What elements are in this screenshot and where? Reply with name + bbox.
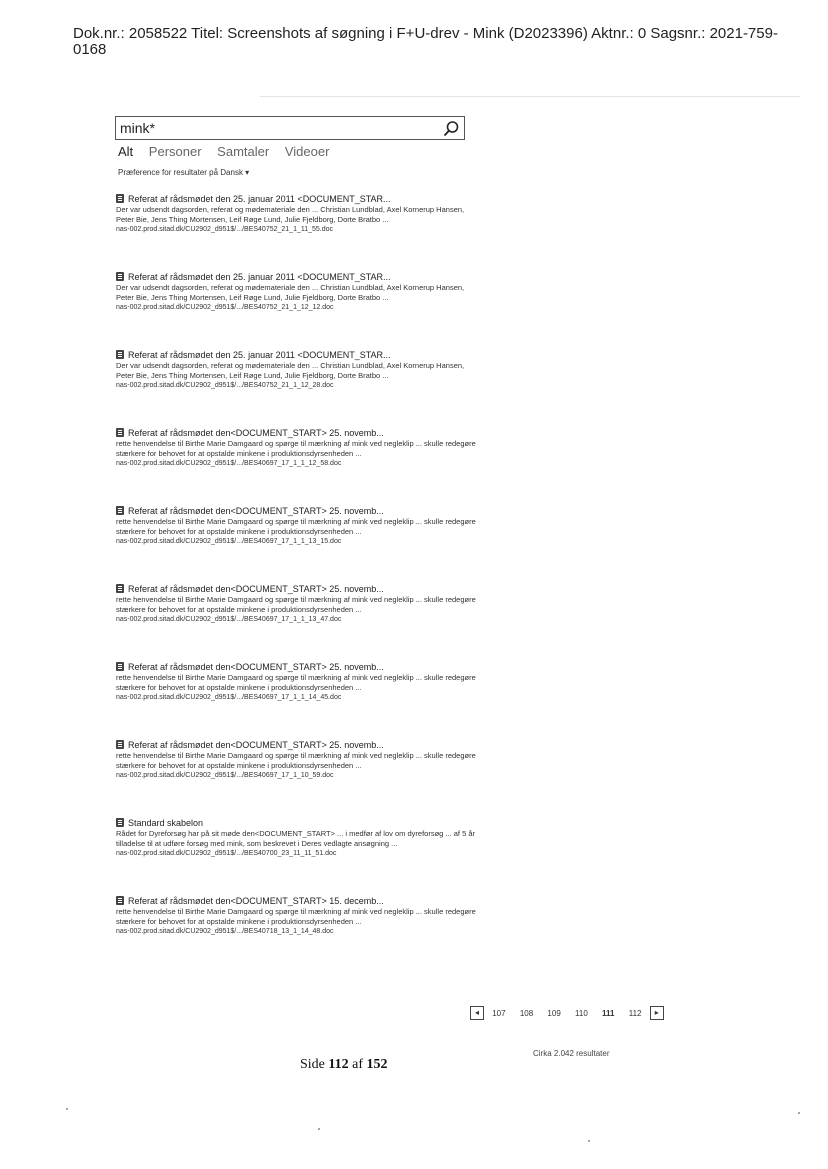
result-count: Cirka 2.042 resultater <box>533 1049 610 1058</box>
next-page-button[interactable]: ▸ <box>650 1006 664 1020</box>
document-icon <box>116 584 124 593</box>
list-item <box>116 895 476 973</box>
list-item <box>116 427 476 505</box>
result-url: nas-002.prod.sitad.dk/CU2902_d951$/.../BES40697_17_1_1_14_45.doc <box>116 694 342 701</box>
page-link-112[interactable]: 112 <box>628 1008 642 1018</box>
document-icon <box>116 662 124 671</box>
tab-videos[interactable]: Videoer <box>284 144 330 159</box>
document-icon <box>116 428 124 437</box>
result-title-link[interactable]: Referat af rådsmødet den 25. januar 2011 <DOCUMENT_STAR... <box>116 271 476 283</box>
result-snippet: Der var udsendt dagsorden, referat og mødemateriale den ... Christian Lundblad, Axel Kornerup Hansen, Peter Bie, Jens Thing Mortensen, Leif Røge Lund, Julie Fjeldborg, Dorte Bratbo ... <box>116 283 465 302</box>
document-icon <box>116 818 124 827</box>
result-title-link[interactable]: Referat af rådsmødet den<DOCUMENT_START> 25. novemb... <box>116 505 476 517</box>
result-snippet: rette henvendelse til Birthe Marie Damgaard og spørge til mærkning af mink ved negleklip ... skulle redegøre stærkere for behovet for at opstalde minkene i produktionsdyrsenheden ... <box>116 517 476 536</box>
tab-conversations[interactable]: Samtaler <box>217 144 270 159</box>
scan-speck <box>318 1128 320 1130</box>
result-snippet: rette henvendelse til Birthe Marie Damgaard og spørge til mærkning af mink ved negleklip ... skulle redegøre stærkere for behovet for at opstalde minkene i produktionsdyrsenheden ... <box>116 439 476 458</box>
page-link-108[interactable]: 108 <box>519 1008 534 1018</box>
result-url: nas-002.prod.sitad.dk/CU2902_d951$/.../BES40752_21_1_11_55.doc <box>116 226 334 233</box>
result-url: nas-002.prod.sitad.dk/CU2902_d951$/.../BES40752_21_1_12_12.doc <box>116 304 334 311</box>
results-list <box>116 193 476 973</box>
document-icon <box>116 272 124 281</box>
result-title-link[interactable]: Standard skabelon <box>116 817 476 829</box>
result-snippet: rette henvendelse til Birthe Marie Damgaard og spørge til mærkning af mink ved negleklip ... skulle redegøre stærkere for behovet for at opstalde minkene i produktionsdyrsenheden ... <box>116 751 476 770</box>
result-snippet: Rådet for Dyreforsøg har på sit møde den<DOCUMENT_START> ... i medfør af lov om dyreforsøg ... af 5 år tilladelse til at udføre forsøg med mink, som beskrevet i Deres vedlagte ansøgning ... <box>116 829 476 848</box>
pagination <box>470 1006 664 1026</box>
scan-speck <box>588 1140 590 1142</box>
list-item <box>116 583 476 661</box>
footer-total-pages: 152 <box>366 1057 388 1072</box>
page-link-107[interactable]: 107 <box>492 1008 506 1018</box>
prev-page-button[interactable]: ◂ <box>470 1006 484 1020</box>
result-snippet: Der var udsendt dagsorden, referat og mødemateriale den ... Christian Lundblad, Axel Kornerup Hansen, Peter Bie, Jens Thing Mortensen, Leif Røge Lund, Julie Fjeldborg, Dorte Bratbo ... <box>116 205 465 224</box>
result-snippet: rette henvendelse til Birthe Marie Damgaard og spørge til mærkning af mink ved negleklip ... skulle redegøre stærkere for behovet for at opstalde minkene i produktionsdyrsenheden ... <box>116 595 476 614</box>
tab-all[interactable]: Alt <box>118 144 134 159</box>
result-snippet: rette henvendelse til Birthe Marie Damgaard og spørge til mærkning af mink ved negleklip ... skulle redegøre stærkere for behovet for at opstalde minkene i produktionsdyrsenheden ... <box>116 673 476 692</box>
search-icon[interactable] <box>442 120 460 138</box>
list-item <box>116 505 476 583</box>
result-title-link[interactable]: Referat af rådsmødet den<DOCUMENT_START> 25. novemb... <box>116 427 476 439</box>
result-url: nas-002.prod.sitad.dk/CU2902_d951$/.../BES40697_17_1_10_59.doc <box>116 772 334 779</box>
result-snippet: rette henvendelse til Birthe Marie Damgaard og spørge til mærkning af mink ved negleklip ... skulle redegøre stærkere for behovet for at opstalde minkene i produktionsdyrsenheden ... <box>116 907 476 926</box>
result-title-link[interactable]: Referat af rådsmødet den<DOCUMENT_START> 25. novemb... <box>116 661 476 673</box>
search-input[interactable] <box>120 119 420 137</box>
document-icon <box>116 350 124 359</box>
list-item <box>116 271 476 349</box>
document-icon <box>116 740 124 749</box>
footer-middle: af <box>348 1057 367 1072</box>
list-item <box>116 349 476 427</box>
footer-page-number: 112 <box>328 1057 349 1072</box>
divider <box>260 96 800 97</box>
result-title-link[interactable]: Referat af rådsmødet den 25. januar 2011 <DOCUMENT_STAR... <box>116 349 476 361</box>
page-link-109[interactable]: 109 <box>547 1008 561 1018</box>
list-item <box>116 193 476 271</box>
document-icon <box>116 506 124 515</box>
scan-speck <box>798 1112 800 1114</box>
tab-people[interactable]: Personer <box>148 144 202 159</box>
search-box[interactable] <box>115 116 465 140</box>
document-icon <box>116 194 124 203</box>
document-icon <box>116 896 124 905</box>
list-item <box>116 739 476 817</box>
language-dropdown[interactable]: Dansk ▾ <box>220 168 250 177</box>
result-title-link[interactable]: Referat af rådsmødet den<DOCUMENT_START> 25. novemb... <box>116 583 476 595</box>
preference-label: Præference for resultater på <box>118 168 219 177</box>
result-url: nas-002.prod.sitad.dk/CU2902_d951$/.../BES40697_17_1_1_12_58.doc <box>116 460 342 467</box>
current-page[interactable]: 111 <box>602 1008 615 1018</box>
result-url: nas-002.prod.sitad.dk/CU2902_d951$/.../BES40697_17_1_1_13_15.doc <box>116 538 342 545</box>
result-url: nas-002.prod.sitad.dk/CU2902_d951$/.../BES40697_17_1_1_13_47.doc <box>116 616 342 623</box>
language-preference <box>118 168 249 177</box>
result-url: nas-002.prod.sitad.dk/CU2902_d951$/.../BES40700_23_11_11_51.doc <box>116 850 337 857</box>
search-tabs <box>118 144 341 162</box>
page-footer <box>300 1057 388 1073</box>
result-snippet: Der var udsendt dagsorden, referat og mødemateriale den ... Christian Lundblad, Axel Kornerup Hansen, Peter Bie, Jens Thing Mortensen, Leif Røge Lund, Julie Fjeldborg, Dorte Bratbo ... <box>116 361 465 380</box>
result-title-link[interactable]: Referat af rådsmødet den 25. januar 2011 <DOCUMENT_STAR... <box>116 193 476 205</box>
result-url: nas-002.prod.sitad.dk/CU2902_d951$/.../BES40752_21_1_12_28.doc <box>116 382 334 389</box>
document-header: Dok.nr.: 2058522 Titel: Screenshots af søgning i F+U-drev - Mink (D2023396) Aktnr.: 0 Sagsnr.: 2021-759-0168 <box>73 25 778 58</box>
list-item <box>116 817 476 895</box>
footer-prefix: Side <box>300 1057 329 1072</box>
result-url: nas-002.prod.sitad.dk/CU2902_d951$/.../BES40718_13_1_14_48.doc <box>116 928 334 935</box>
scan-speck <box>66 1108 68 1110</box>
result-title-link[interactable]: Referat af rådsmødet den<DOCUMENT_START> 25. novemb... <box>116 739 476 751</box>
result-title-link[interactable]: Referat af rådsmødet den<DOCUMENT_START> 15. decemb... <box>116 895 476 907</box>
list-item <box>116 661 476 739</box>
page-link-110[interactable]: 110 <box>575 1008 588 1018</box>
